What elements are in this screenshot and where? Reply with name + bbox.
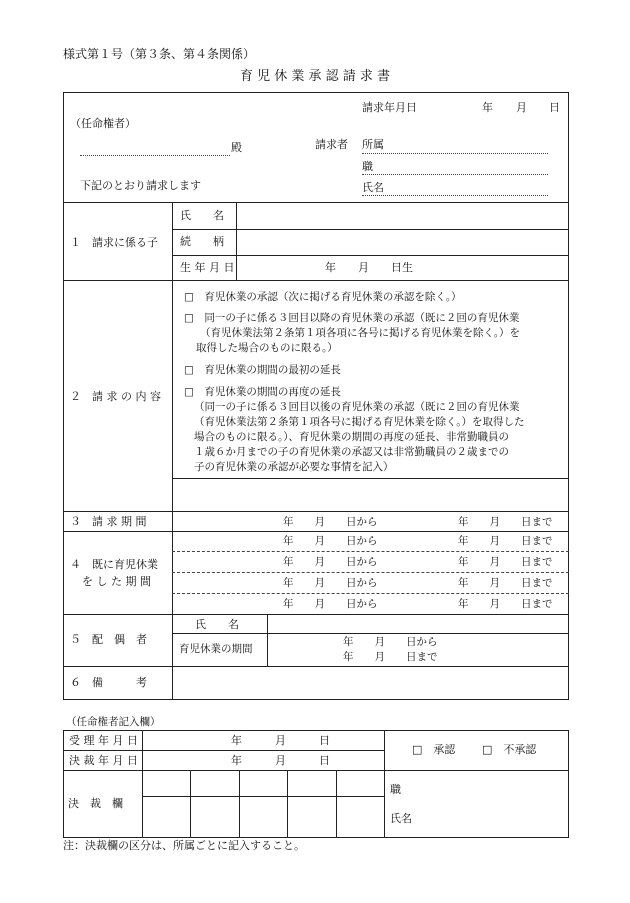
section2-label: ２ 請 求 の 内 容 bbox=[70, 390, 161, 403]
intro-text: 下記のとおり請求します bbox=[80, 179, 201, 192]
decided-date-label: 決 裁 年 月 日 bbox=[69, 754, 138, 767]
prior-period-2-from: 年 月 日から bbox=[283, 556, 378, 568]
form-number: 様式第１号（第３条、第４条関係） bbox=[63, 47, 256, 61]
reason-note-line3: 場合のものに限る。）、育児休業の期間の再度の延長、非常勤職員の bbox=[194, 431, 509, 443]
option-third-approval[interactable]: □ 同一の子に係る３回目以降の育児休業の承認（既に２回の育児休業 bbox=[184, 312, 520, 324]
section4-label-line1: ４ 既に育児休業 bbox=[70, 558, 158, 571]
prior-period-3-from: 年 月 日から bbox=[283, 577, 378, 589]
option-approval[interactable]: □ 育児休業の承認（次に掲げる育児休業の承認を除く。） bbox=[184, 291, 462, 303]
option-third-approval-line3: 取得した場合のものに限る。） bbox=[196, 342, 338, 354]
prior-period-3-to: 年 月 日まで bbox=[458, 577, 553, 589]
appointer-label: （任命権者） bbox=[70, 117, 136, 130]
section5-label: ５ 配 偶 者 bbox=[70, 633, 147, 646]
request-year: 年 bbox=[482, 101, 493, 114]
appointer-section-label: （任命権者記入欄） bbox=[66, 716, 161, 728]
period-from: 年 月 日から bbox=[283, 516, 378, 528]
reason-note-line4: １歳６か月までの子の育児休業の承認又は非常勤職員の２歳までの bbox=[194, 446, 509, 458]
decision-column-label: 決 裁 欄 bbox=[68, 797, 123, 810]
request-month: 月 bbox=[516, 101, 527, 114]
section3-label: ３ 請 求 期 間 bbox=[70, 515, 147, 528]
approval-seal-4[interactable] bbox=[288, 797, 336, 837]
dono-label: 殿 bbox=[231, 141, 242, 154]
option-second-extension[interactable]: □ 育児休業の期間の再度の延長 bbox=[184, 386, 341, 398]
approval-seal-1[interactable] bbox=[143, 797, 190, 837]
disapprove-checkbox[interactable]: □ 不承認 bbox=[482, 743, 537, 756]
approval-seal-3[interactable] bbox=[240, 797, 287, 837]
received-date-label: 受 理 年 月 日 bbox=[69, 734, 138, 747]
section6-label: ６ 備 考 bbox=[70, 676, 147, 689]
option-third-approval-line2: （育児休業法第２条第１項各項に各号に掲げる育児休業を除く。）を bbox=[200, 327, 521, 339]
approval-seal-5[interactable] bbox=[337, 797, 384, 837]
reason-note-line5: 子の育児休業の承認が必要な事情を記入） bbox=[194, 461, 394, 473]
child-birth-label: 生 年 月 日 bbox=[180, 261, 235, 274]
reason-note-line1: （同一の子に係る３回目以後の育児休業の承認（既に２回の育児休業 bbox=[194, 401, 520, 413]
decided-date-value: 年 月 日 bbox=[231, 754, 330, 767]
dept-line[interactable] bbox=[362, 153, 548, 154]
period-to: 年 月 日まで bbox=[458, 516, 553, 528]
appointer-name-line[interactable] bbox=[80, 155, 230, 156]
spouse-period-label: 育児休業の期間 bbox=[179, 643, 253, 655]
section4-label-line2: を し た 期 間 bbox=[82, 575, 151, 588]
spouse-period-to: 年 月 日まで bbox=[343, 651, 438, 663]
approval-seal-2[interactable] bbox=[191, 797, 239, 837]
reason-input-area[interactable] bbox=[173, 479, 568, 511]
child-birth-value: 年 月 日生 bbox=[325, 261, 413, 274]
footnote: 注：決裁欄の区分は、所属ごとに記入すること。 bbox=[63, 839, 305, 852]
prior-period-4-to: 年 月 日まで bbox=[458, 598, 553, 610]
prior-period-2-to: 年 月 日まで bbox=[458, 556, 553, 568]
child-name-label: 氏 名 bbox=[180, 209, 224, 222]
child-relation-label: 続 柄 bbox=[180, 235, 224, 248]
form-title: 育 児 休 業 承 認 請 求 書 bbox=[239, 69, 391, 84]
approve-checkbox[interactable]: □ 承認 bbox=[412, 743, 456, 756]
spouse-name-label: 氏 名 bbox=[195, 618, 239, 631]
requester-label: 請求者 bbox=[315, 138, 348, 151]
option-first-extension[interactable]: □ 育児休業の期間の最初の延長 bbox=[184, 364, 341, 376]
approver-name-label: 氏名 bbox=[390, 812, 412, 825]
reason-note-line2: （育児休業法第２条第１項各号に掲げる育児休業を除く。）を取得した bbox=[194, 416, 525, 428]
dept-label: 所属 bbox=[362, 138, 384, 151]
spouse-period-from: 年 月 日から bbox=[343, 636, 438, 648]
prior-period-1-to: 年 月 日まで bbox=[458, 535, 553, 547]
prior-period-4-from: 年 月 日から bbox=[283, 598, 378, 610]
prior-period-1-from: 年 月 日から bbox=[283, 535, 378, 547]
request-day: 日 bbox=[549, 101, 560, 114]
name-label: 氏名 bbox=[362, 181, 384, 194]
post-label: 職 bbox=[362, 160, 373, 173]
approver-post-label: 職 bbox=[390, 783, 401, 796]
post-line[interactable] bbox=[362, 174, 548, 175]
name-line[interactable] bbox=[362, 195, 548, 196]
request-date-label: 請求年月日 bbox=[362, 101, 417, 114]
received-date-value: 年 月 日 bbox=[231, 734, 330, 747]
section1-label: １ 請求に係る子 bbox=[70, 236, 158, 249]
